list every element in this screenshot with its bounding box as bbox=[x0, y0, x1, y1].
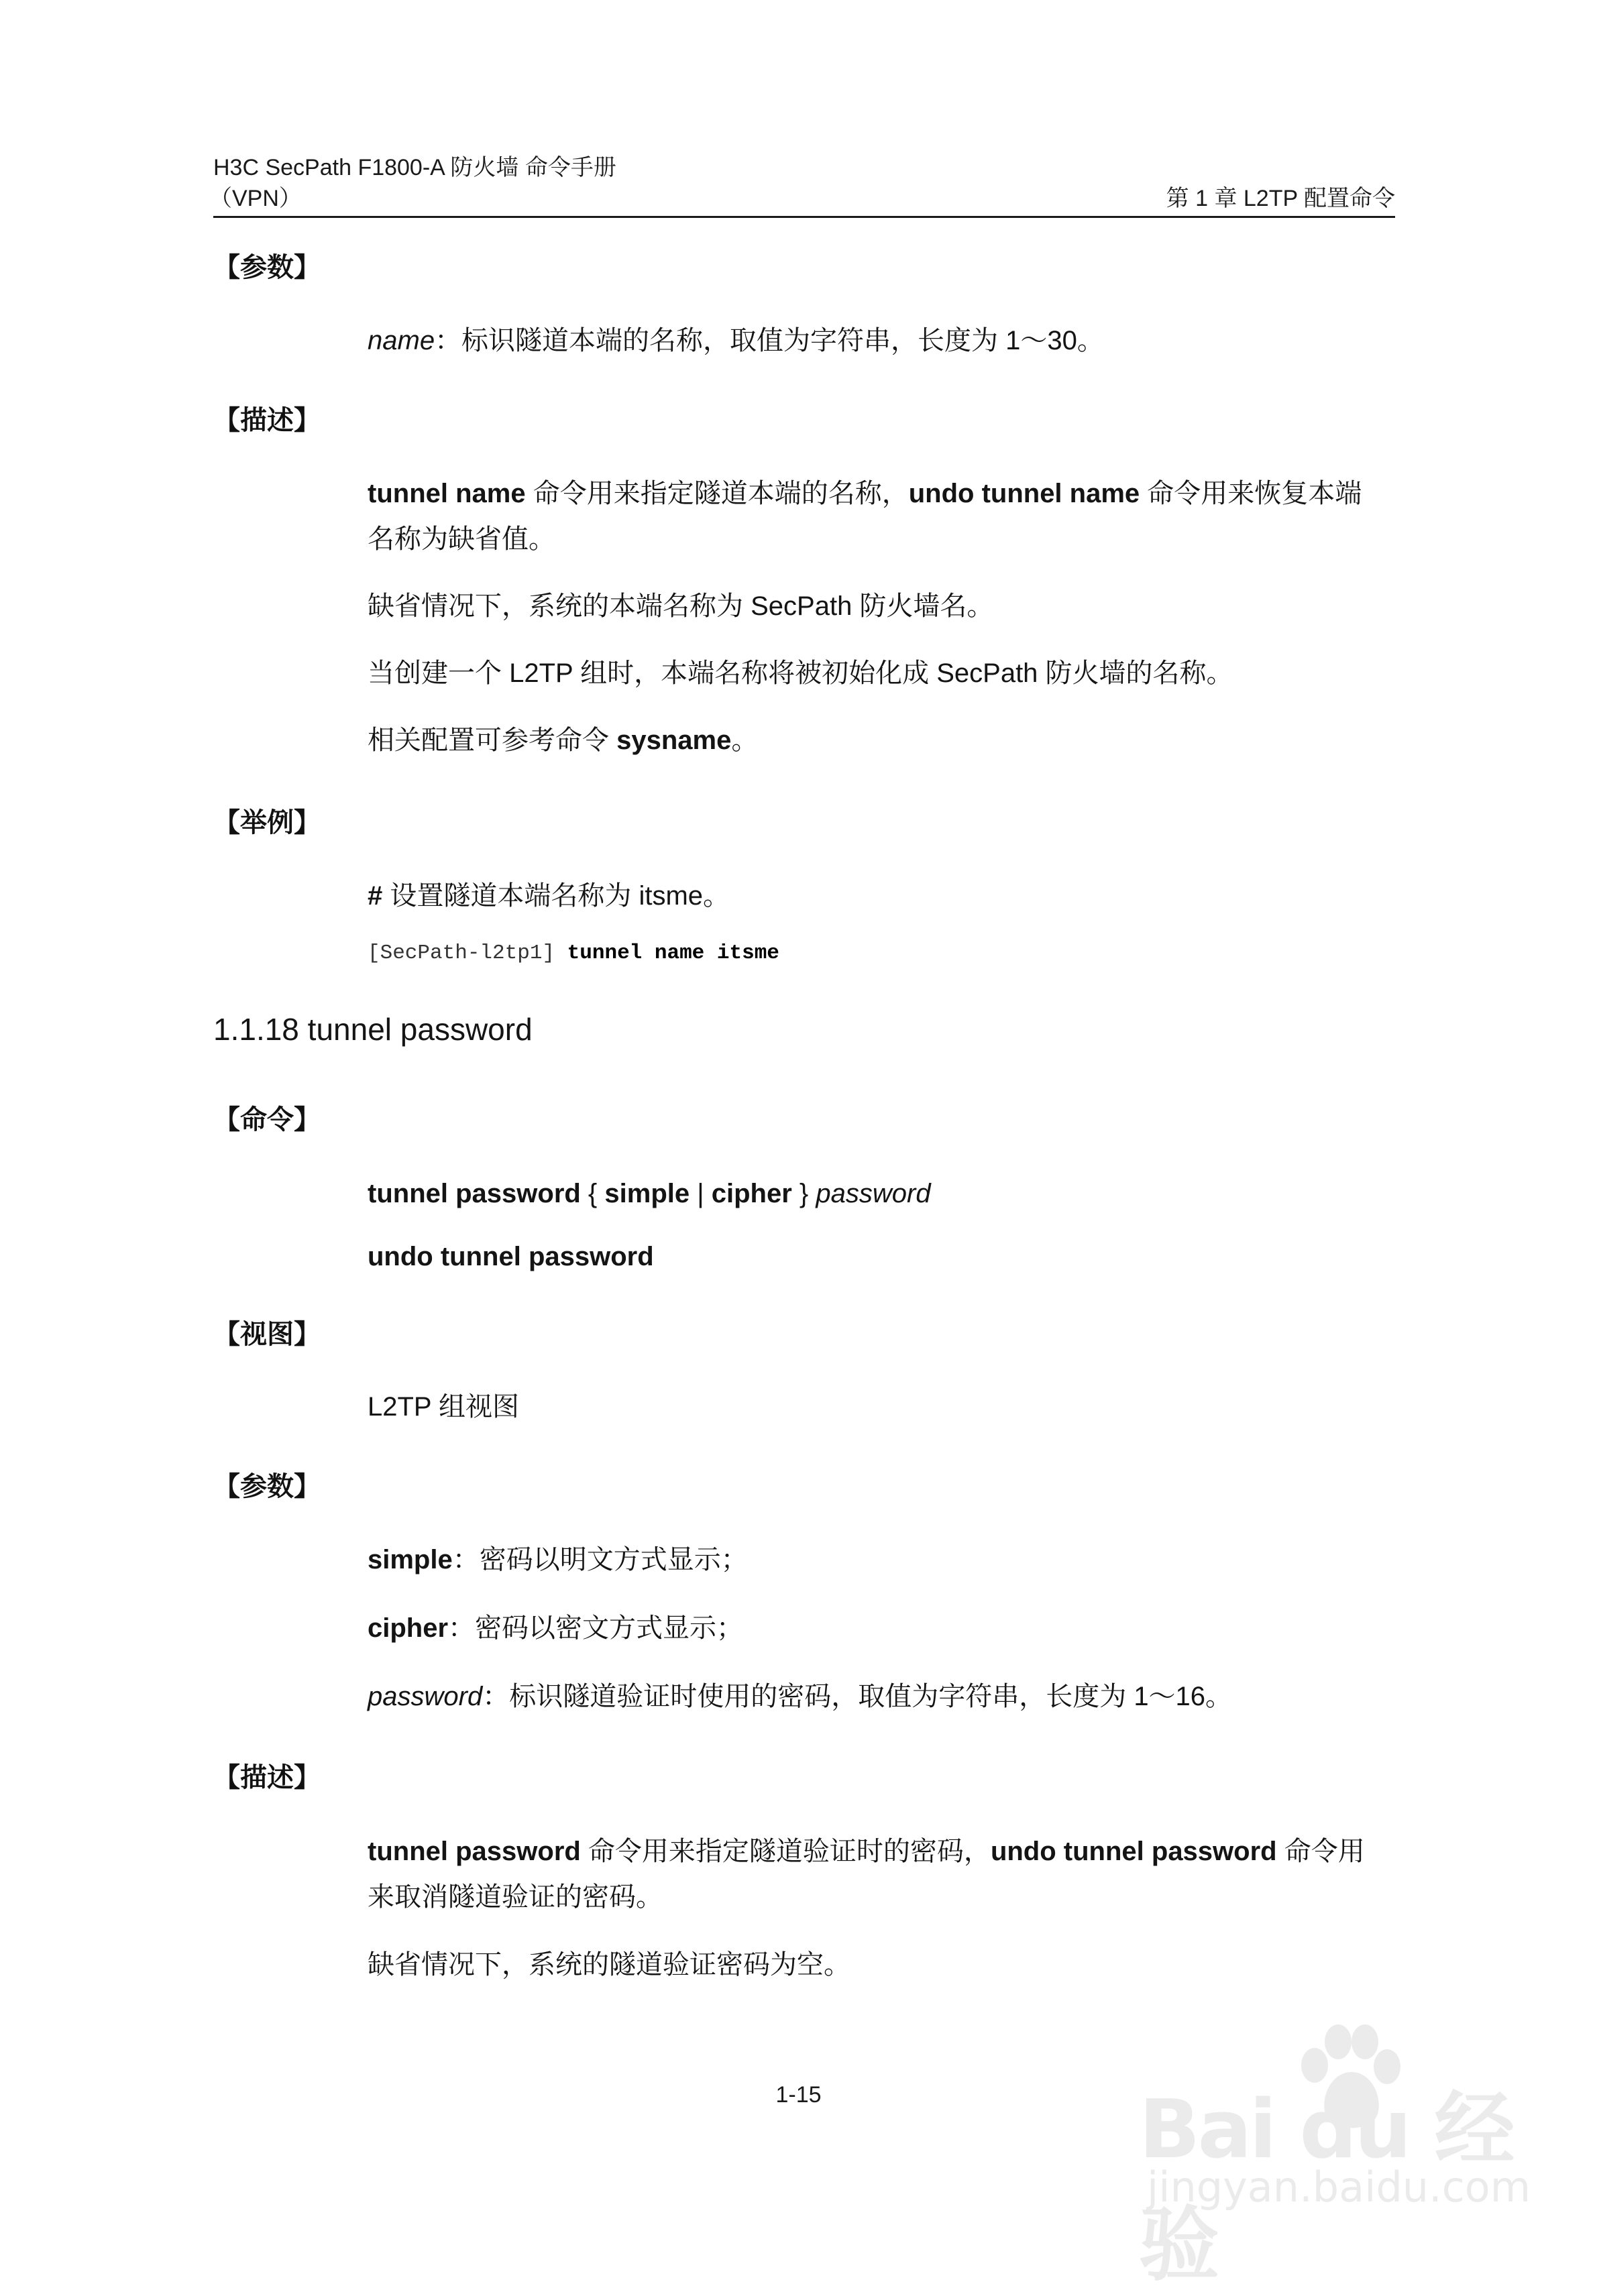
section-label-command: 【命令】 bbox=[213, 1105, 321, 1135]
param-text: ：密码以密文方式显示； bbox=[448, 1613, 744, 1643]
header-subtitle: （VPN） bbox=[209, 186, 302, 211]
description-text: 相关配置可参考命令 bbox=[368, 726, 617, 755]
param-name bbox=[368, 323, 1104, 358]
command-keyword: sysname bbox=[616, 726, 732, 755]
param-term: simple bbox=[368, 1545, 453, 1574]
command-keyword: simple bbox=[604, 1179, 690, 1208]
syntax-brace: { bbox=[580, 1179, 605, 1208]
syntax-brace: } bbox=[791, 1179, 816, 1208]
watermark-logo-text: Bai du 经验 bbox=[1139, 2083, 1512, 2292]
example-comment bbox=[368, 878, 730, 913]
description-paragraph-4 bbox=[368, 723, 758, 758]
command-keyword: undo tunnel password bbox=[990, 1837, 1277, 1866]
syntax-separator: | bbox=[690, 1179, 712, 1208]
command-syntax-2: undo tunnel password bbox=[368, 1242, 654, 1271]
command-keyword: tunnel password bbox=[368, 1837, 581, 1866]
description-paragraph-2: 缺省情况下，系统的本端名称为 SecPath 防火墙名。 bbox=[368, 591, 994, 621]
header-chapter: 第 1 章 L2TP 配置命令 bbox=[1166, 186, 1395, 211]
command-keyword: tunnel password bbox=[368, 1179, 581, 1208]
header-rule bbox=[213, 216, 1395, 218]
param-text: ：标识隧道验证时使用的密码，取值为字符串，长度为 1～16。 bbox=[482, 1682, 1233, 1711]
section-label-description: 【描述】 bbox=[213, 406, 321, 435]
section-label-description-2: 【描述】 bbox=[213, 1763, 321, 1792]
command-argument: password bbox=[816, 1179, 931, 1208]
description-paragraph-1 bbox=[368, 471, 1380, 562]
param-term: cipher bbox=[368, 1613, 449, 1643]
description-text: 。 bbox=[731, 726, 759, 755]
description2-paragraph-2: 缺省情况下，系统的隧道验证密码为空。 bbox=[368, 1950, 850, 1979]
description-paragraph-3: 当创建一个 L2TP 组时，本端名称将被初始化成 SecPath 防火墙的名称。 bbox=[368, 658, 1233, 688]
header-title: H3C SecPath F1800-A 防火墙 命令手册 bbox=[213, 155, 616, 180]
view-text: L2TP 组视图 bbox=[368, 1392, 519, 1422]
description2-paragraph-1 bbox=[368, 1829, 1380, 1920]
description-text: 命令用来取消隧道验证的密码。 bbox=[368, 1837, 1365, 1912]
command-keyword: undo tunnel name bbox=[908, 479, 1140, 508]
command-keyword: cipher bbox=[711, 1179, 792, 1208]
param-password bbox=[368, 1679, 1232, 1714]
code-prompt: [SecPath-l2tp1] bbox=[368, 941, 567, 965]
description-text: 命令用来指定隧道验证时的密码， bbox=[580, 1837, 991, 1866]
subsection-heading: 1.1.18 tunnel password bbox=[213, 1012, 533, 1047]
param-cipher bbox=[368, 1611, 743, 1646]
command-keyword: tunnel name bbox=[368, 479, 526, 508]
example-text: 设置隧道本端名称为 itsme。 bbox=[382, 881, 730, 911]
example-hash: # bbox=[368, 881, 383, 911]
code-command: tunnel name itsme bbox=[567, 941, 779, 965]
description-text: 命令用来恢复本端名称为缺省值。 bbox=[368, 479, 1362, 554]
command-syntax-1 bbox=[368, 1176, 931, 1211]
section-label-params-2: 【参数】 bbox=[213, 1472, 321, 1501]
description-text: 命令用来指定隧道本端的名称， bbox=[525, 479, 909, 508]
section-label-example: 【举例】 bbox=[213, 808, 321, 838]
section-label-view: 【视图】 bbox=[213, 1320, 321, 1349]
param-name-term: name bbox=[368, 326, 435, 355]
page-number: 1-15 bbox=[775, 2082, 822, 2108]
param-simple bbox=[368, 1542, 748, 1577]
param-term: password bbox=[368, 1682, 483, 1711]
param-text: ：密码以明文方式显示； bbox=[452, 1545, 748, 1574]
param-name-text: ：标识隧道本端的名称，取值为字符串，长度为 1～30。 bbox=[435, 326, 1104, 355]
section-label-params: 【参数】 bbox=[213, 253, 321, 282]
watermark-url: jingyan.baidu.com bbox=[1147, 2163, 1531, 2212]
baidu-watermark bbox=[1134, 2018, 1531, 2292]
example-code-line bbox=[368, 940, 779, 967]
